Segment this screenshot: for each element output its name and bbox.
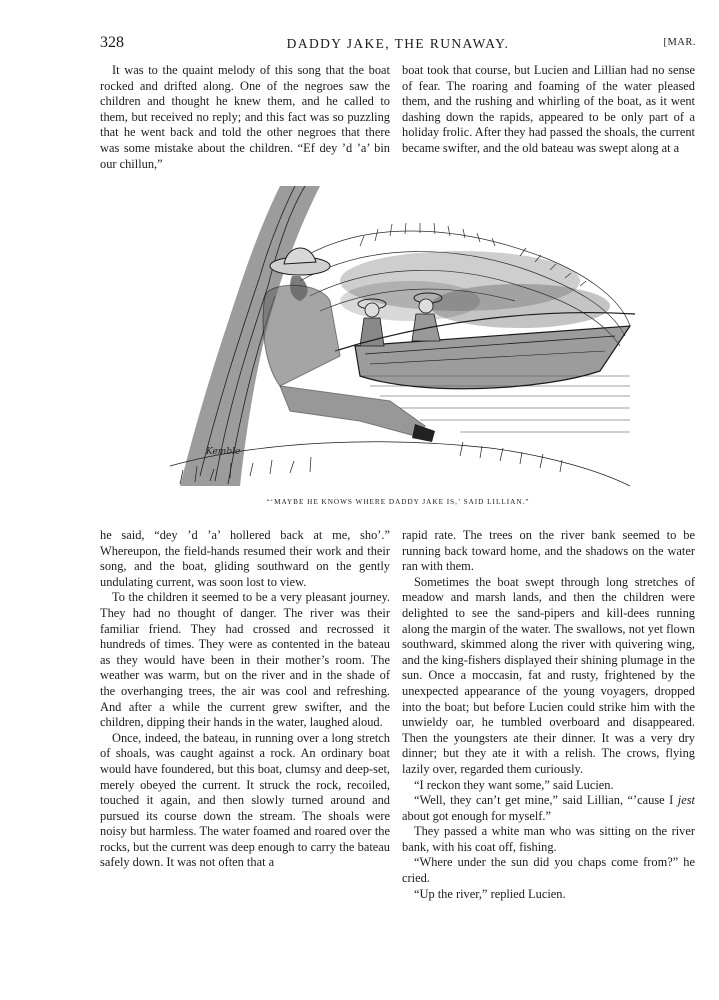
column-top-right: [402, 63, 695, 175]
paragraph: “Where under the sun did you chaps come from?” he cried.: [402, 855, 695, 886]
paragraph: “Up the river,” replied Lucien.: [414, 886, 566, 901]
page-header: [100, 34, 696, 54]
paragraph: Once, indeed, the bateau, in running over a long stretch of shoals, was caught against a rock. An ordinary boat would have foundered, but this boat, clumsy and deep-set, merely obeyed the current. It struck the rock, recoiled, touched it again, and then slowly turned around and pursued its course down the stream. The shoals were noisy but harmless. The water foamed and roared over the rocks, but the current was deep enough to carry the bateau safely down. It was not often that a: [100, 730, 390, 870]
issue-month: [MAR.: [663, 37, 696, 48]
column-bottom-right: [402, 528, 695, 928]
paragraph: It was to the quaint melody of this song that the boat rocked and drifted along. One of the negroes saw the children and thought he knew them, and he called to them, but received no reply; and this fact was so puzzling that he went back and told the other negroes that there was some mistake about the children. “Ef dey ’d ’a’ bin our chillun,”: [100, 63, 390, 171]
paragraph: Sometimes the boat swept through long stretches of meadow and marsh lands, and then the children were delighted to see the sand-pipers and kill-dees running along the margin of the water. The swallows, not yet flown southward, skimmed along the river with quivering wing, and the king-fishers displayed their shining plumage in the sun. Once a moccasin, fat and rusty, frightened by the unexpected appearance of the young voyagers, dropped into the boat; but before Lucien could strike him with the unwieldy oar, he tumbled overboard and disappeared. Then the youngsters ate their dinner. It was a very dry dinner; but they ate it with a relish. The crows, flying lazily over, regarded them curiously.: [402, 574, 695, 776]
paragraph: They passed a white man who was sitting on the river bank, with his coat off, fishing.: [402, 824, 695, 854]
paragraph: he said, “dey ’d ’a’ hollered back at me, sho’.” Whereupon, the field-hands resumed their work and their song, and the boat, gliding southward on the gently undulating current, was soon lost to view.: [100, 528, 390, 589]
illustration-caption: “‘MAYBE HE KNOWS WHERE DADDY JAKE IS,’ SAID LILLIAN.”: [266, 498, 530, 506]
paragraph: boat took that course, but Lucien and Lillian had no sense of fear. The roaring and foaming of the water pleased them, and the rushing and whirling of the boat, as it went dashing down the rapids, appeared to be only part of a holiday frolic. After they had passed the shoals, the current became swifter, and the old bateau was swept along at a: [402, 63, 695, 155]
paragraph: [402, 793, 695, 824]
column-bottom-left: [100, 528, 390, 928]
running-title: DADDY JAKE, THE RUNAWAY.: [286, 36, 510, 51]
artist-signature: Kemble: [206, 447, 241, 457]
bateau-boat: [355, 326, 630, 389]
page-number: 328: [100, 34, 124, 51]
paragraph: “I reckon they want some,” said Lucien.: [414, 777, 614, 792]
text-run: about got enough for myself.”: [402, 808, 551, 823]
column-top-left: [100, 63, 390, 175]
emphasis: jest: [677, 793, 695, 808]
text-run: “Well, they can’t get mine,” said Lillian, “’cause I: [414, 793, 678, 808]
foliage-mass: [340, 251, 610, 328]
paragraph: To the children it seemed to be a very pleasant journey. They had no thought of danger. The river was their familiar friend. They had crossed and recrossed it hundreds of times. They were as contented in the bateau as they would have been in their mother’s room. The weather was warm, but on the river and in the shade of the overhanging trees, the air was cool and refreshing. And after a while the current grew swifter, and the children, dipping their hands in the water, laughed aloud.: [100, 590, 390, 730]
paragraph: rapid rate. The trees on the river bank seemed to be running back toward home, and the shadows on the water ran with them.: [402, 528, 695, 574]
illustration-fishing-scene: [160, 186, 640, 494]
